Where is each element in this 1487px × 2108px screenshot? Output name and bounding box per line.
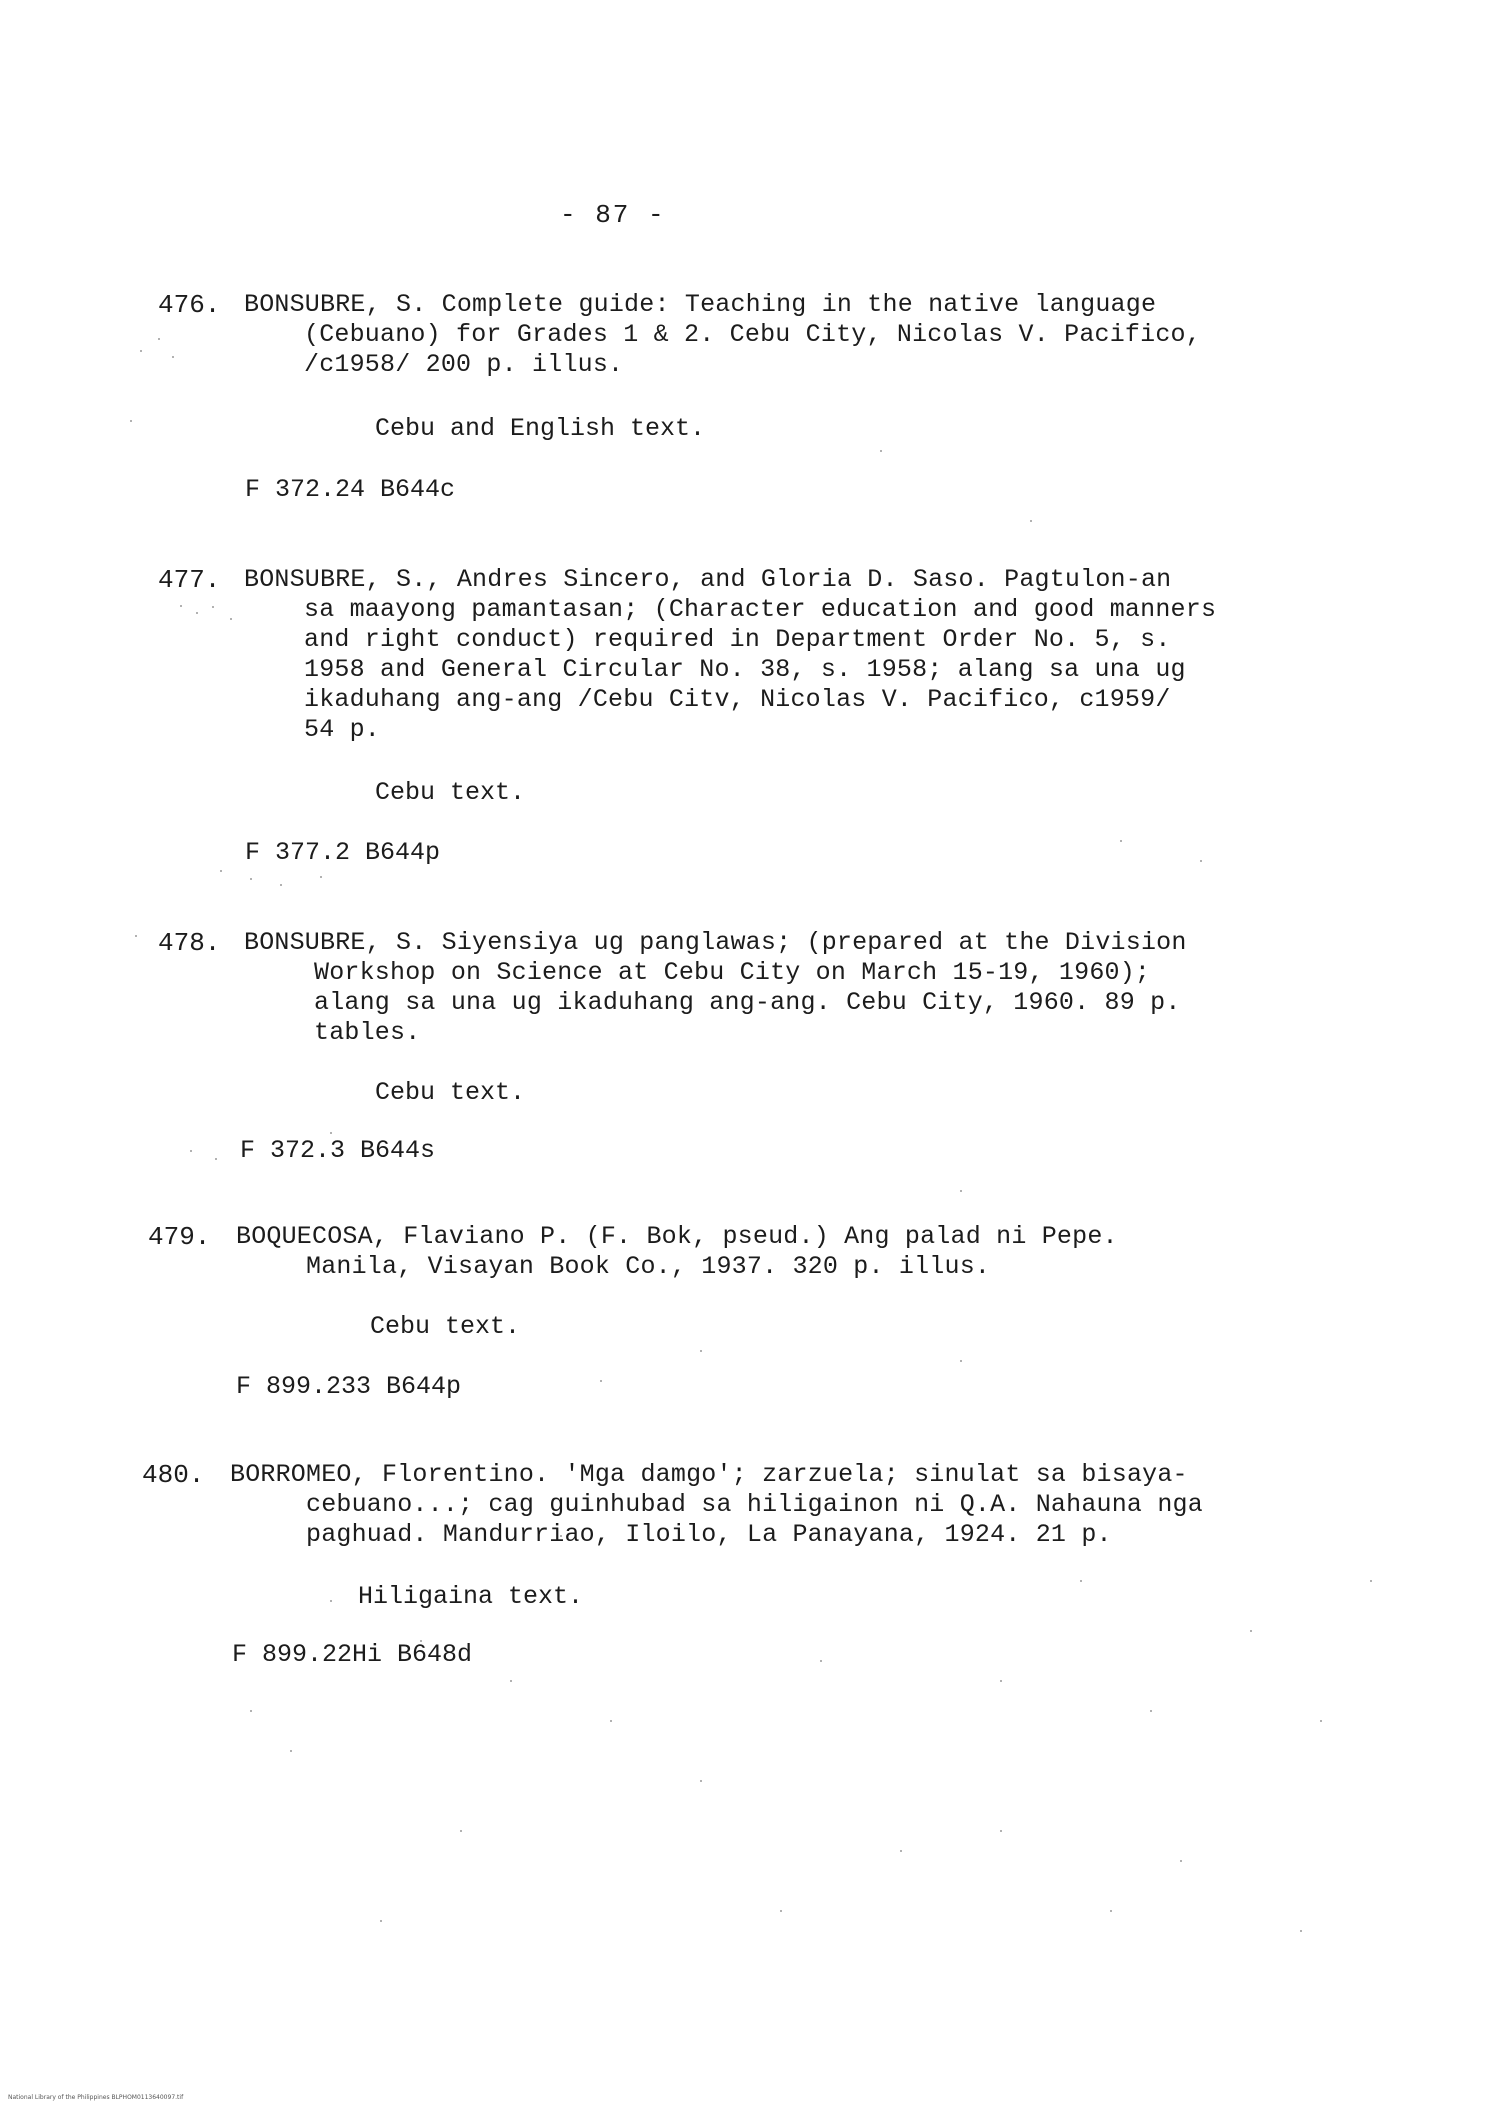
- entry-line: 1958 and General Circular No. 38, s. 1958; alang sa una ug: [304, 655, 1186, 684]
- entry-line: ikaduhang ang-ang /Cebu Citv, Nicolas V. Pacifico, c1959/: [304, 685, 1171, 714]
- entry-line: (Cebuano) for Grades 1 & 2. Cebu City, Nicolas V. Pacifico,: [304, 320, 1201, 349]
- entry-line: BONSUBRE, S. Siyensiya ug panglawas; (prepared at the Division: [244, 928, 1187, 957]
- entry-number: 479.: [148, 1222, 211, 1252]
- call-number: F 377.2 B644p: [245, 838, 441, 867]
- entry-number: 477.: [158, 565, 221, 595]
- call-number: F 899.233 B644p: [236, 1372, 462, 1401]
- entry-line: paghuad. Mandurriao, Iloilo, La Panayana, 1924. 21 p.: [306, 1520, 1112, 1549]
- entry-line: Manila, Visayan Book Co., 1937. 320 p. illus.: [306, 1252, 991, 1281]
- entry-number: 480.: [142, 1460, 205, 1490]
- scan-footer: National Library of the Philippines BLPHOM0113640097.tif: [8, 2094, 184, 2101]
- entry-line: cebuano...; cag guinhubad sa hiligainon ni Q.A. Nahauna nga: [306, 1490, 1203, 1519]
- call-number: F 372.3 B644s: [240, 1136, 436, 1165]
- entry-line: 54 p.: [304, 715, 381, 744]
- language-note: Cebu text.: [375, 778, 526, 807]
- language-note: Cebu and English text.: [375, 414, 706, 443]
- call-number: F 372.24 B644c: [245, 475, 456, 504]
- entry-line: sa maayong pamantasan; (Character education and good manners: [304, 595, 1217, 624]
- entry-number: 478.: [158, 928, 221, 958]
- entry-line: alang sa una ug ikaduhang ang-ang. Cebu City, 1960. 89 p.: [314, 988, 1181, 1017]
- call-number: F 899.22Hi B648d: [232, 1640, 473, 1669]
- entry-number: 476.: [158, 290, 221, 320]
- entry-line: and right conduct) required in Department Order No. 5, s.: [304, 625, 1171, 654]
- language-note: Hiligaina text.: [358, 1582, 584, 1611]
- page-number: - 87 -: [560, 200, 666, 230]
- entry-line: BONSUBRE, S., Andres Sincero, and Gloria D. Saso. Pagtulon-an: [244, 565, 1172, 594]
- language-note: Cebu text.: [370, 1312, 521, 1341]
- entry-line: BONSUBRE, S. Complete guide: Teaching in the native language: [244, 290, 1157, 319]
- entry-line: /c1958/ 200 p. illus.: [304, 350, 624, 379]
- entry-line: BOQUECOSA, Flaviano P. (F. Bok, pseud.) Ang palad ni Pepe.: [236, 1222, 1118, 1251]
- entry-line: BORROMEO, Florentino. 'Mga damgo'; zarzuela; sinulat sa bisaya-: [230, 1460, 1188, 1489]
- language-note: Cebu text.: [375, 1078, 526, 1107]
- entry-line: tables.: [314, 1018, 421, 1047]
- entry-line: Workshop on Science at Cebu City on March 15-19, 1960);: [314, 958, 1151, 987]
